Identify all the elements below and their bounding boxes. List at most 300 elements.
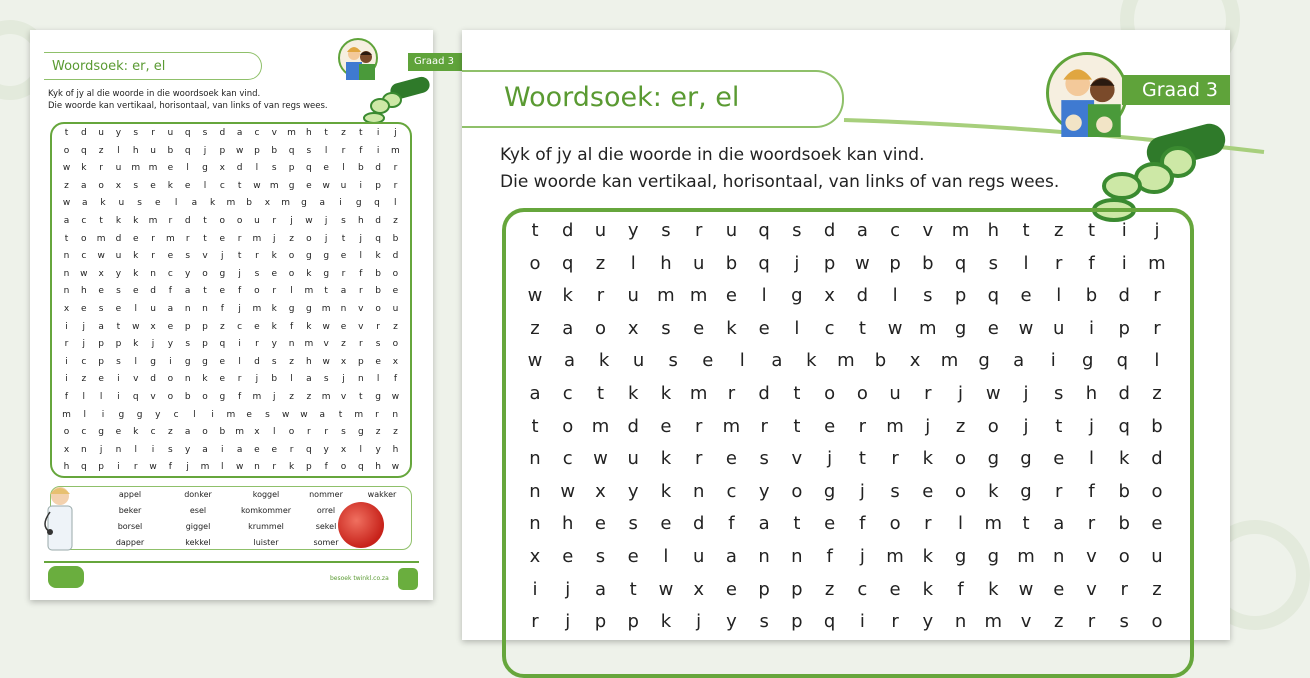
grid-letter: e [702,350,714,372]
grid-letter: f [220,304,224,314]
grid-letter: f [238,286,242,297]
grid-letter: b [922,252,934,274]
grid-letter: r [341,145,346,156]
grid-letter: j [272,392,276,402]
grid-letter: f [168,462,172,473]
grid-letter: r [272,462,277,473]
grid-letter: e [1020,285,1032,307]
grid-letter: w [282,409,290,420]
grid-letter: e [660,513,672,535]
grid-letter: o [987,415,999,437]
grid-letter: y [155,409,161,420]
grid-letter: m [281,198,291,209]
grid-letter: o [1118,546,1130,567]
grid-letter: n [63,286,70,297]
grid-letter: a [236,444,243,455]
grid-letter: e [115,427,122,438]
grid-letter: q [562,252,574,274]
word-bank-item: wakker [367,490,397,499]
grid-letter: r [237,233,242,244]
grid-letter: f [168,286,172,297]
grid-letter: s [595,546,606,567]
grid-letter: f [359,268,363,279]
grid-letter: k [271,304,277,314]
grid-letter: s [116,286,121,297]
grid-letter: e [306,180,312,191]
grid-letter: f [359,145,363,156]
grid-letter: s [265,409,270,420]
grid-letter: a [306,374,312,385]
grid-letter: m [657,285,675,307]
grid-letter: q [987,285,999,307]
grid-letter: n [340,304,347,314]
grid-letter: i [169,356,172,367]
grid-letter: y [758,480,770,502]
word-bank-item: dapper [115,538,145,547]
grid-row [58,410,404,420]
grid-row [520,546,1172,567]
grid-letter: n [692,480,705,502]
grid-letter: b [392,233,399,244]
grid-letter: t [359,392,363,402]
grid-letter: t [858,317,866,339]
grid-letter: t [531,415,539,437]
grid-letter: j [255,374,259,385]
grid-letter: o [1151,480,1163,502]
grid-letter: k [726,317,737,339]
grid-letter: k [1119,448,1130,470]
grid-letter: v [358,304,364,314]
grid-letter: q [758,252,770,274]
grid-letter: m [200,462,210,473]
grid-letter: l [134,356,137,367]
grid-letter: y [627,480,639,502]
grid-letter: q [306,444,312,455]
grid-letter: l [794,317,800,339]
grid-letter: j [359,233,363,244]
grid-letter: s [306,145,312,156]
grid-row [58,304,404,314]
grid-letter: l [117,145,120,156]
grid-letter: c [562,383,573,404]
grid-letter: g [1020,448,1032,470]
grid-letter: o [288,251,295,262]
grid-letter: g [987,546,999,567]
grid-letter: o [392,339,399,350]
grid-letter: e [1053,448,1065,470]
grid-letter: k [133,427,139,438]
grid-letter: r [289,444,294,455]
grid-letter: e [889,578,901,600]
grid-letter: j [1023,383,1029,404]
grid-letter: m [354,409,364,420]
grid-letter: t [324,286,328,297]
grid-letter: b [1085,285,1098,307]
grid-letter: e [725,578,737,600]
grid-letter: w [593,448,608,470]
grid-letter: a [319,409,325,420]
grid-letter: w [1018,317,1034,339]
grid-letter: s [202,128,208,138]
grid-letter: g [954,546,967,567]
grid-letter: q [306,163,312,174]
grid-letter: s [890,480,900,502]
grid-letter: d [1151,448,1163,470]
grid-letter: e [594,513,606,535]
grid-letter: k [988,480,999,502]
grid-letter: w [658,578,674,600]
grid-letter: z [168,427,173,438]
grid-letter: l [83,409,87,420]
grid-letter: h [306,356,312,367]
grid-letter: g [219,268,226,279]
grid-letter: c [890,220,901,241]
grid-letter: z [955,415,966,437]
grid-letter: t [1022,513,1030,535]
grid-letter: z [375,427,381,438]
grid-letter: p [288,163,295,174]
grid-row [58,251,404,261]
grid-letter: g [355,198,362,209]
grid-letter: l [203,180,207,191]
grid-letter: z [289,233,294,244]
grid-letter: r [324,427,329,438]
grid-letter: k [922,578,934,600]
grid-letter: o [529,252,541,274]
grid-letter: p [1118,317,1130,339]
grid-letter: w [253,180,261,191]
grid-letter: r [376,321,380,332]
grid-letter: s [133,128,139,138]
grid-letter: j [859,480,865,502]
word-search-grid [50,122,412,478]
grid-letter: g [150,356,156,367]
grid-letter: l [221,462,224,473]
grid-letter: n [529,480,541,502]
grid-letter: z [1152,578,1162,600]
grid-letter: h [392,444,399,455]
grid-letter: w [391,462,400,473]
grid-row [58,216,404,226]
grid-letter: u [150,304,156,314]
grid-letter: g [954,317,967,339]
grid-letter: c [81,427,87,438]
grid-row [58,181,404,191]
grid-letter: h [132,145,139,156]
grid-letter: r [1055,252,1063,274]
grid-letter: b [219,427,226,438]
grid-letter: e [824,513,836,535]
grid-letter: i [221,444,224,455]
grid-letter: u [1053,317,1065,339]
grid-letter: v [1086,578,1097,600]
cucumber-icon [1090,122,1230,222]
grid-letter: p [306,462,312,473]
word-bank-item: beker [118,506,142,515]
grid-letter: u [340,180,347,191]
grid-letter: r [393,163,398,174]
grid-letter: m [252,304,262,314]
grid-letter: j [565,578,571,600]
grid-letter: p [219,145,226,156]
grid-row [520,513,1172,534]
grid-letter: s [923,285,933,307]
grid-letter: c [726,480,737,502]
grade-badge: Graad 3 [408,53,464,71]
grid-letter: e [271,268,278,279]
grid-letter: t [1022,220,1030,241]
grid-letter: r [99,163,103,174]
grid-letter: q [374,198,380,209]
grid-letter: d [115,233,122,244]
grid-letter: f [324,462,328,473]
grid-letter: e [758,317,770,339]
grid-letter: v [202,251,208,262]
grid-letter: m [148,163,158,174]
grid-letter: x [219,163,225,174]
grid-letter: w [322,321,330,332]
grid-letter: v [358,321,364,332]
grid-letter: w [235,145,244,156]
grid-letter: e [725,285,737,307]
grid-letter: o [824,383,836,404]
grid-letter: u [627,285,639,307]
grid-letter: b [375,268,381,279]
instruction-line: Die woorde kan vertikaal, horisontaal, van links of van regs wees. [48,101,328,111]
grid-letter: z [341,128,346,138]
grid-letter: m [689,383,708,404]
grid-letter: r [341,268,346,279]
grid-row [520,611,1172,632]
grid-letter: m [165,233,175,244]
grid-letter: i [376,145,380,156]
grid-letter: c [562,448,573,470]
grid-letter: n [954,611,967,633]
grid-letter: l [359,444,363,455]
grid-row [58,339,404,349]
grid-letter: l [359,251,363,262]
grid-letter: e [115,304,122,314]
grid-letter: x [115,180,122,191]
grid-letter: p [202,339,208,350]
instruction-line: Kyk of jy al die woorde in die woordsoek kan vind. [48,89,261,99]
word-bank-item: komkommer [240,506,292,515]
grid-row [58,357,404,367]
grid-letter: j [958,383,964,404]
grid-letter: j [1023,415,1029,437]
grid-letter: x [63,444,70,455]
grid-letter: s [185,251,191,262]
grid-letter: g [791,285,803,307]
grid-letter: v [922,220,934,241]
grid-letter: z [393,427,398,438]
grid-letter: o [167,374,174,385]
grid-letter: r [596,285,605,307]
grid-letter: c [81,251,87,262]
grid-letter: n [184,374,191,385]
grid-letter: t [793,383,801,404]
grid-letter: j [565,611,571,633]
grid-letter: s [116,356,121,367]
grid-row [58,445,404,455]
grid-letter: r [1120,578,1128,600]
grid-letter: y [922,611,934,633]
grid-letter: o [202,268,208,279]
grid-letter: m [391,145,400,156]
grid-row [520,481,1172,502]
grid-letter: k [660,448,672,470]
grid-letter: l [1023,252,1029,274]
grid-letter: z [98,145,104,156]
grid-letter: j [221,251,224,262]
grid-letter: y [323,444,329,455]
grid-letter: l [376,374,380,385]
grid-letter: m [148,216,158,226]
grid-row [58,427,404,437]
grid-letter: r [694,448,703,470]
grid-letter: i [65,321,68,332]
grid-letter: a [1053,513,1065,535]
grid-letter: y [167,339,174,350]
grid-letter: p [202,321,208,332]
grid-letter: t [793,415,801,437]
footer-divider [44,561,419,563]
grid-letter: n [150,268,156,279]
grid-letter: p [889,252,901,274]
grid-letter: z [1152,383,1162,404]
grid-letter: j [82,321,86,332]
grid-letter: k [988,578,999,600]
grid-letter: r [237,374,242,385]
grid-letter: z [393,216,398,226]
grid-letter: k [133,216,139,226]
grid-letter: q [375,233,381,244]
grid-letter: w [132,321,140,332]
word-bank-item: luister [253,538,279,547]
grid-letter: l [99,392,103,402]
grid-letter: r [1087,513,1096,535]
grid-letter: v [1020,611,1032,633]
grid-letter: j [151,339,155,350]
grid-letter: x [254,427,260,438]
grid-letter: p [98,339,104,350]
grid-letter: d [80,128,87,138]
grid-letter: q [80,462,87,473]
grid-letter: m [62,409,71,420]
grid-letter: l [82,392,86,402]
grid-letter: l [663,546,669,567]
grid-letter: r [151,251,155,262]
grid-letter: r [358,339,363,350]
grid-letter: s [668,350,678,372]
grid-letter: u [118,198,125,209]
grid-letter: i [339,198,342,209]
grid-row [520,318,1172,339]
grid-letter: l [761,285,767,307]
grid-letter: e [1151,513,1163,535]
grid-letter: r [168,216,173,226]
grid-row [520,220,1172,241]
grid-letter: d [375,216,381,226]
grid-letter: i [1121,220,1127,241]
grid-letter: p [791,611,803,633]
grid-letter: c [237,321,243,332]
grid-letter: s [759,611,769,633]
word-bank-item: giggel [185,522,211,531]
grid-letter: m [131,163,141,174]
grid-letter: r [694,220,703,241]
grid-letter: e [81,304,87,314]
word-bank-item: sekel [315,522,337,531]
grid-letter: b [1118,513,1130,535]
grid-letter: b [874,350,887,372]
grade-badge: Graad 3 [1122,75,1230,105]
grid-letter: k [133,251,139,262]
twinkl-phonics-logo [48,566,84,588]
grid-letter: p [594,611,607,633]
grid-letter: r [1153,285,1161,307]
grid-letter: g [978,350,990,372]
grid-letter: x [595,480,606,502]
grid-letter: o [63,427,70,438]
grid-letter: r [358,286,363,297]
grid-letter: l [272,427,276,438]
grid-letter: j [696,611,702,633]
grid-letter: b [271,374,278,385]
grid-letter: e [562,546,574,567]
grid-letter: p [823,252,836,274]
grid-letter: x [150,321,156,332]
grid-row [520,579,1172,600]
grid-letter: d [375,163,381,174]
grid-letter: n [184,304,191,314]
grid-letter: g [306,304,312,314]
grid-letter: e [693,317,705,339]
grid-letter: e [922,480,934,502]
grid-letter: q [184,128,191,138]
grid-letter: j [794,252,800,274]
grid-letter: z [64,180,69,191]
grid-letter: r [891,448,899,470]
grid-letter: j [1154,220,1160,241]
grid-letter: r [151,233,155,244]
grid-letter: r [393,180,398,191]
grid-letter: d [236,163,243,174]
grid-letter: l [238,356,241,367]
grid-letter: b [184,392,191,402]
grid-letter: o [375,304,381,314]
grid-letter: g [118,409,125,420]
grid-letter: h [660,252,672,274]
grid-letter: w [391,392,400,402]
grid-letter: l [134,304,137,314]
grid-letter: t [1087,220,1096,241]
grid-letter: b [375,286,381,297]
grid-letter: m [886,546,904,567]
grid-letter: l [290,286,293,297]
grid-letter: r [531,611,539,633]
grid-letter: o [254,286,260,297]
grid-letter: p [115,339,122,350]
grid-letter: f [289,321,294,332]
grid-letter: l [1088,448,1094,470]
grid-letter: e [323,163,329,174]
grid-letter: k [806,350,817,372]
grid-letter: s [98,304,104,314]
grid-letter: n [254,462,260,473]
grid-letter: s [271,356,277,367]
grid-letter: e [219,356,226,367]
